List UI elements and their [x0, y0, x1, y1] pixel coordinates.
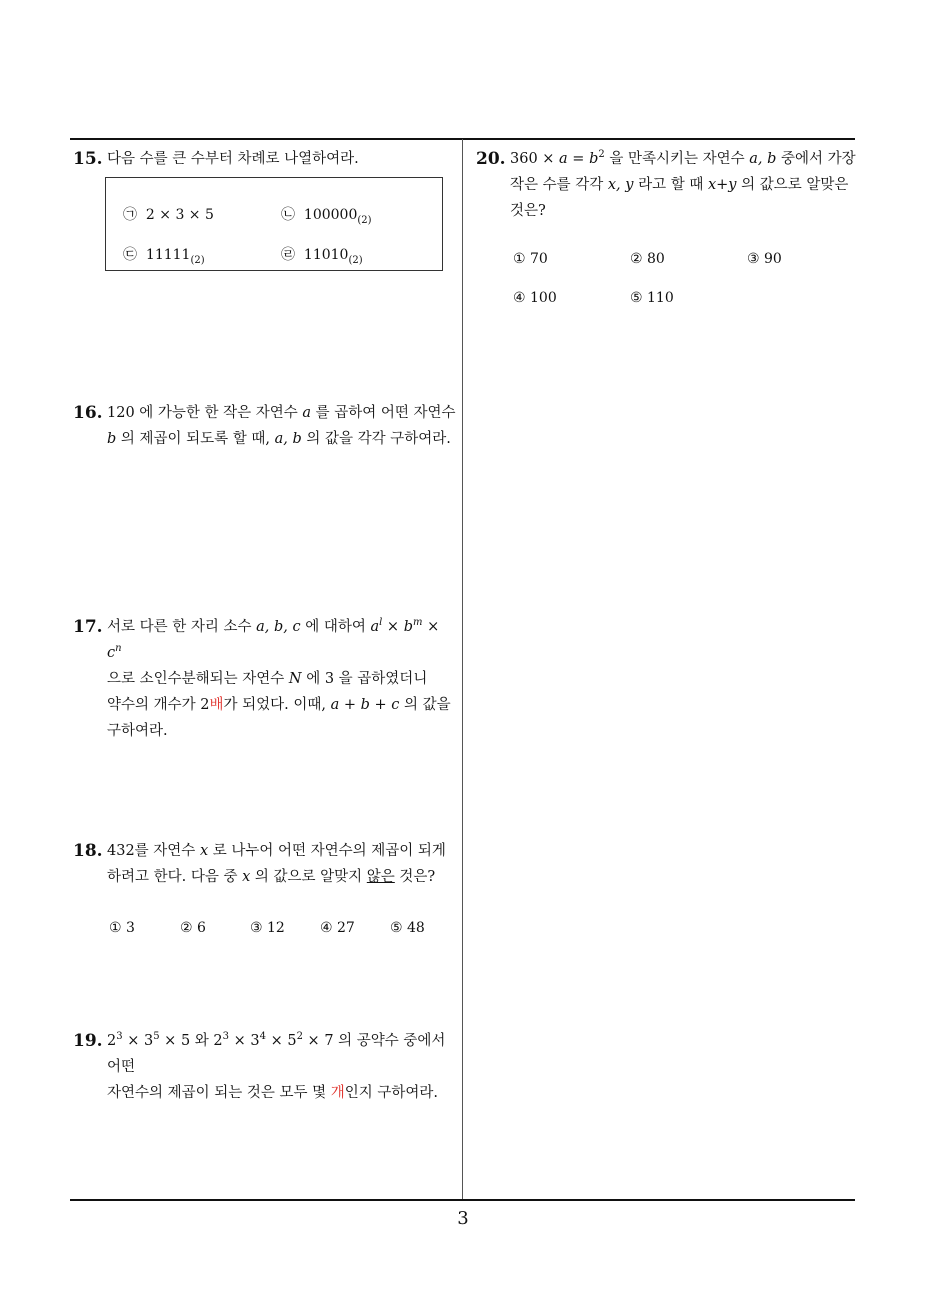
highlight-text: 배 — [209, 697, 224, 713]
choice[interactable]: ③ 90 — [747, 251, 782, 267]
options-box — [105, 177, 443, 271]
choice[interactable]: ④ 27 — [320, 920, 355, 936]
box-item: ㉣ $11010_{(2)}$ — [281, 247, 363, 266]
column-divider — [462, 139, 463, 1201]
problem-text: 서로 다른 한 자리 소수 a, b, c 에 대하여 $a^l \times b^m \times c^n$ 으로 소인수분해되는 자연수 N 에 3 을 곱하였더니 약수의 개수가 2배가 되었다. 이때, a + b + c 의 값을 구하여라. — [107, 617, 451, 739]
box-item: ㉡ $100000_{(2)}$ — [281, 207, 372, 226]
choice[interactable]: ③ 12 — [250, 920, 285, 936]
problem-number: 19. — [73, 1031, 103, 1051]
problem-number: 18. — [73, 841, 103, 861]
problem-number: 20. — [476, 149, 506, 169]
choice[interactable]: ② 80 — [630, 251, 665, 267]
problem-15 — [73, 146, 458, 172]
problem-17 — [73, 614, 458, 744]
highlight-text: 개 — [330, 1085, 345, 1101]
bottom-rule — [70, 1199, 855, 1201]
underlined-text: 않은 — [366, 869, 395, 885]
problem-19 — [73, 1028, 458, 1106]
problem-number: 15. — [73, 149, 103, 169]
choice[interactable]: ⑤ 48 — [390, 920, 425, 936]
problem-18 — [73, 838, 458, 890]
problem-number: 16. — [73, 403, 103, 423]
box-item: ㉢ $11111_{(2)}$ — [123, 247, 205, 266]
problem-text: 432를 자연수 x 로 나누어 어떤 자연수의 제곱이 되게 하려고 한다. 다음 중 x 의 값으로 알맞지 않은 것은? — [107, 843, 446, 885]
choice[interactable]: ② 6 — [180, 920, 206, 936]
problem-text: $360 \times a = b^2$ 을 만족시키는 자연수 a, b 중에서 가장 작은 수를 각각 x, y 라고 할 때 x+y 의 값으로 알맞은 것은? — [510, 149, 856, 219]
choice[interactable]: ④ 100 — [513, 290, 557, 306]
choice[interactable]: ① 70 — [513, 251, 548, 267]
choice[interactable]: ⑤ 110 — [630, 290, 674, 306]
box-item: ㉠ 2 × 3 × 5 — [123, 207, 214, 223]
problem-16 — [73, 400, 458, 452]
problem-text: 120 에 가능한 한 작은 자연수 a 를 곱하여 어떤 자연수 b 의 제곱이 되도록 할 때, a, b 의 값을 각각 구하여라. — [107, 405, 456, 447]
problem-20 — [476, 146, 861, 224]
page-number: 3 — [457, 1208, 469, 1229]
problem-text: $2^3 \times 3^5 \times 5$ 와 $2^3 \times 3^4 \times 5^2 \times 7$ 의 공약수 중에서 어떤 자연수의 제곱이 되는 것은 모두 몇 개인지 구하여라. — [107, 1031, 446, 1101]
choice[interactable]: ① 3 — [109, 920, 135, 936]
problem-number: 17. — [73, 617, 103, 637]
problem-text: 다음 수를 큰 수부터 차례로 나열하여라. — [107, 151, 359, 167]
